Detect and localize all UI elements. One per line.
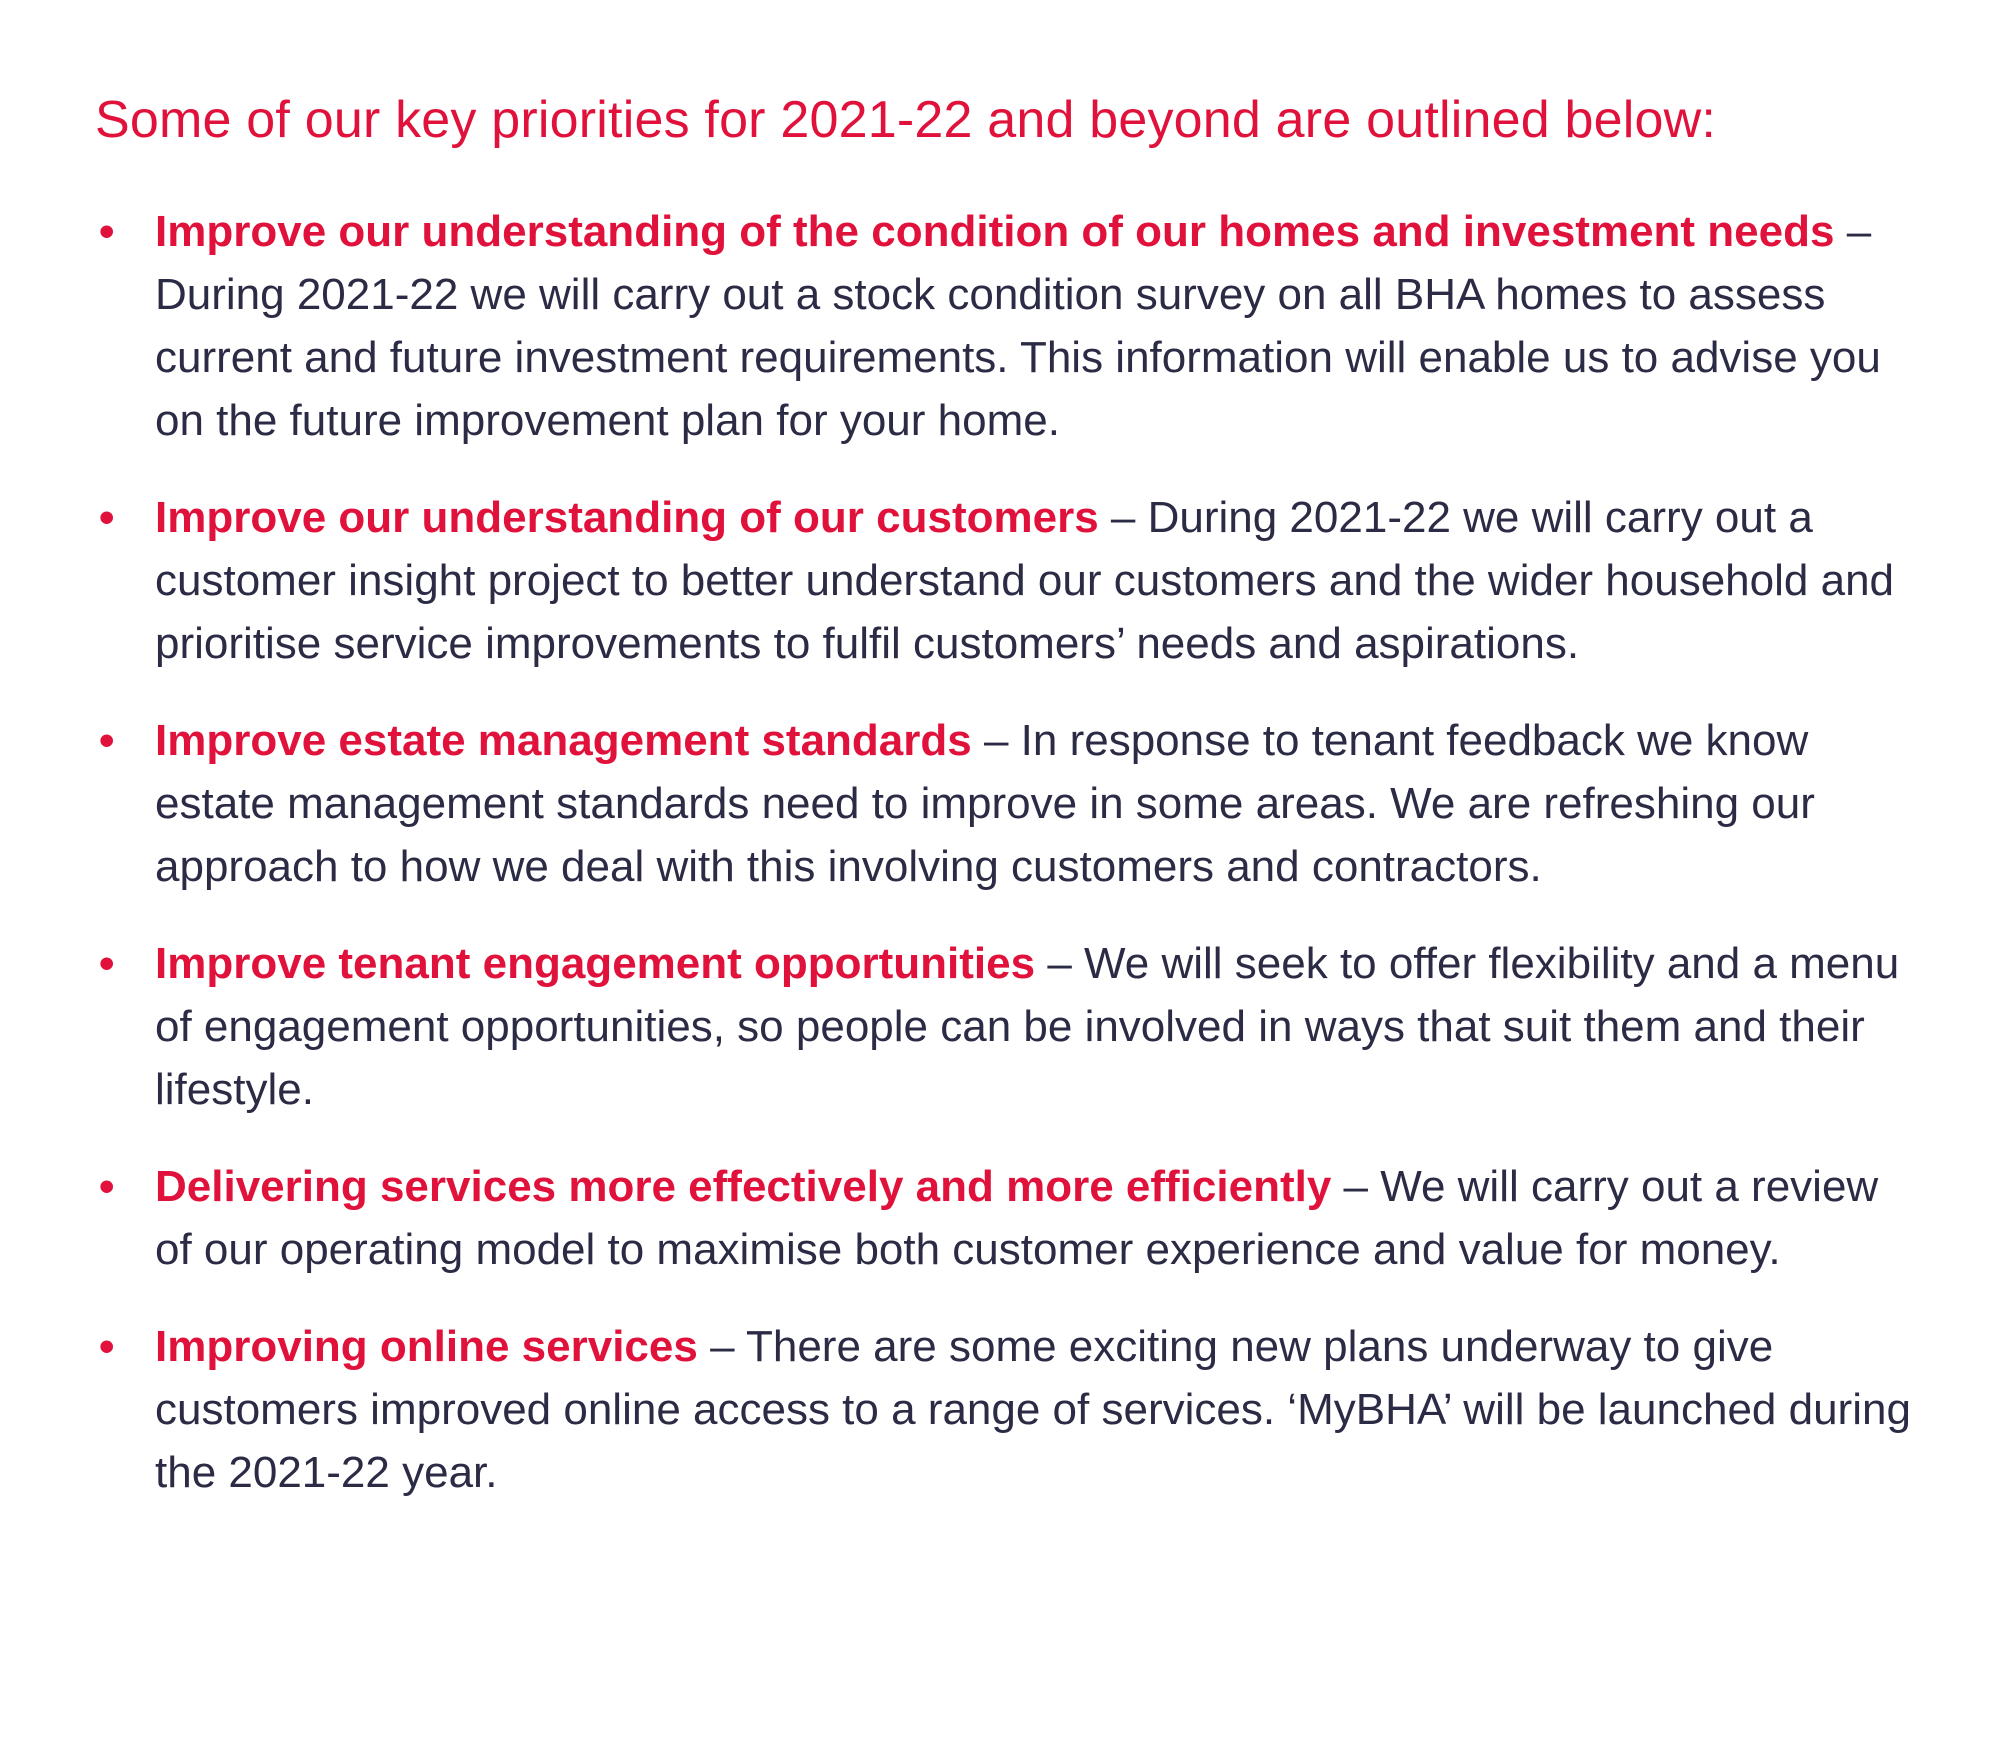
priority-item-service-delivery	[95, 1155, 1915, 1281]
priority-heading: Improve our understanding of the condition of our homes and investment needs	[155, 207, 1835, 256]
intro-heading: Some of our key priorities for 2021-22 and beyond are outlined below:	[95, 91, 1717, 149]
separator: –	[1035, 939, 1085, 988]
priority-description: There are some exciting new plans underway to give customers improved online access to a range of services. ‘MyBHA’ will be launched during the 2021-22 year.	[155, 1322, 1911, 1497]
priority-item-online-services	[95, 1315, 1915, 1504]
document-page	[95, 80, 1915, 1538]
separator: –	[1331, 1162, 1381, 1211]
priority-item-estate-management	[95, 709, 1915, 898]
bullet-icon: •	[99, 493, 115, 542]
priority-description: We will carry out a review of our operating model to maximise both customer experience and value for money.	[155, 1162, 1879, 1274]
priority-heading: Improve our understanding of our customers	[155, 493, 1099, 542]
priority-heading: Improving online services	[155, 1322, 698, 1371]
priority-item-tenant-engagement	[95, 932, 1915, 1121]
priority-heading: Improve tenant engagement opportunities	[155, 939, 1036, 988]
priority-description: During 2021-22 we will carry out a customer insight project to better understand our customers and the wider household and prioritise service improvements to fulfil customers’ needs and aspirations.	[155, 493, 1895, 668]
priorities-list	[95, 200, 1915, 1504]
bullet-icon: •	[99, 939, 115, 988]
priority-description: During 2021-22 we will carry out a stock condition survey on all BHA homes to assess current and future investment requirements. This information will enable us to advise you on the future improvement plan for your home.	[155, 270, 1881, 445]
bullet-icon: •	[99, 207, 115, 256]
priority-item-condition-survey	[95, 200, 1915, 452]
priority-heading: Improve estate management standards	[155, 716, 972, 765]
bullet-icon: •	[99, 716, 115, 765]
separator: –	[1098, 493, 1148, 542]
priority-description: We will seek to offer flexibility and a menu of engagement opportunities, so people can be involved in ways that suit them and their lifestyle.	[155, 939, 1900, 1114]
priority-item-customer-insight	[95, 486, 1915, 675]
bullet-icon: •	[99, 1322, 115, 1371]
priority-heading: Delivering services more effectively and more efficiently	[155, 1162, 1332, 1211]
bullet-icon: •	[99, 1162, 115, 1211]
separator: –	[697, 1322, 746, 1371]
priority-description: In response to tenant feedback we know estate management standards need to improve in some areas. We are refreshing our approach to how we deal with this involving customers and contractors.	[155, 716, 1815, 891]
separator: –	[971, 716, 1021, 765]
separator: –	[1834, 207, 1872, 256]
